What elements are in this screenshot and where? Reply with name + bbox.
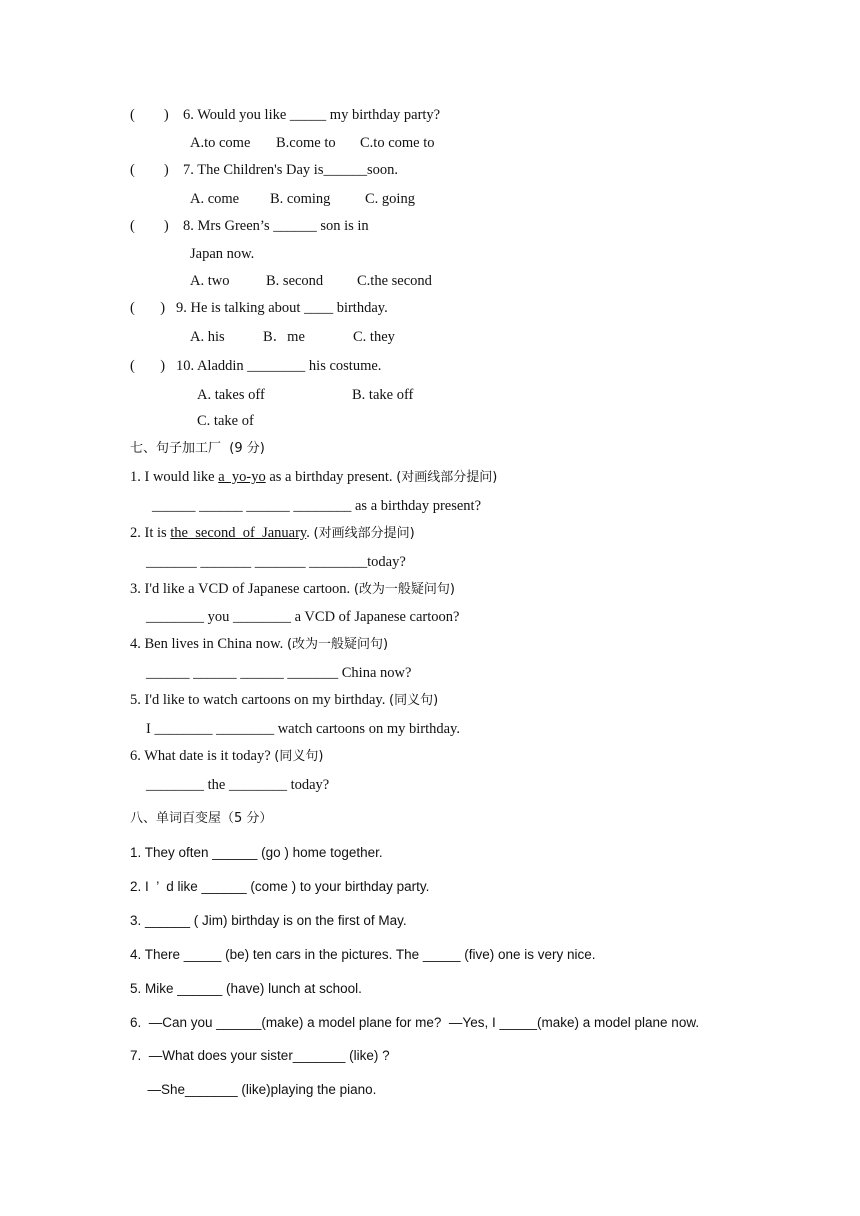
q9-option-a: A. his	[190, 329, 225, 345]
q10-option-c: C. take of	[197, 413, 254, 429]
q7-stem: 7. The Children's Day is______soon.	[183, 162, 399, 178]
q8-bracket: ( )	[130, 218, 169, 234]
word-item-5: 5. Mike ______ (have) lunch at school.	[130, 981, 362, 996]
q10-bracket: ( )	[130, 358, 166, 374]
q8-option-c: C.the second	[357, 273, 432, 289]
word-item-7: 7. —What does your sister_______ (like) ?	[130, 1048, 390, 1063]
s6-answer-line: ________ the ________ today?	[146, 777, 330, 793]
s5-prompt: 5. I'd like to watch cartoons on my birthday. (同义句)	[130, 692, 439, 708]
q6-option-c: C.to come to	[360, 135, 435, 151]
s1-answer-line: ______ ______ ______ ________ as a birthday present?	[152, 498, 482, 514]
s3-answer-line: ________ you ________ a VCD of Japanese cartoon?	[146, 609, 460, 625]
s4-answer-line: ______ ______ ______ _______ China now?	[146, 665, 412, 681]
s4-prompt: 4. Ben lives in China now. (改为一般疑问句)	[130, 636, 389, 652]
q10-stem: 10. Aladdin ________ his costume.	[176, 358, 382, 374]
q6-option-b: B.come to	[276, 135, 336, 151]
q6-option-a: A.to come	[190, 135, 251, 151]
q9-bracket: ( )	[130, 300, 166, 316]
q10-option-a: A. takes off	[197, 387, 265, 403]
word-item-6: 6. —Can you ______(make) a model plane for me? —Yes, I _____(make) a model plane now.	[130, 1015, 700, 1030]
q8-stem-continued: Japan now.	[190, 246, 255, 262]
s3-instruction: (改为一般疑问句)	[353, 582, 455, 597]
q9-option-b: B．me	[263, 329, 305, 345]
word-item-4: 4. There _____ (be) ten cars in the pictures. The _____ (five) one is very nice.	[130, 947, 596, 962]
q9-stem: 9. He is talking about ____ birthday.	[176, 300, 388, 316]
q8-option-b: B. second	[266, 273, 324, 289]
s1-prompt: 1. I would like a yo-yo as a birthday present. (对画线部分提问)	[130, 469, 498, 485]
q6-stem: 6. Would you like _____ my birthday party?	[183, 107, 441, 123]
section-7-title: 七、句子加工厂 (9 分)	[130, 441, 265, 456]
s5-answer-line: I ________ ________ watch cartoons on my birthday.	[146, 721, 460, 737]
s2-prompt: 2. It is the second of January. (对画线部分提问)	[130, 525, 415, 541]
s6-instruction: (同义句)	[274, 749, 324, 764]
q7-option-b: B. coming	[270, 191, 331, 207]
s5-instruction: (同义句)	[389, 693, 439, 708]
s3-prompt: 3. I'd like a VCD of Japanese cartoon. (改为一般疑问句)	[130, 581, 455, 597]
section-8-title: 八、单词百变屋（5 分）	[130, 811, 273, 826]
q8-stem: 8. Mrs Green’s ______ son is in	[183, 218, 369, 234]
q7-option-a: A. come	[190, 191, 240, 207]
s1-underlined: a yo-yo	[218, 469, 266, 485]
q7-option-c: C. going	[365, 191, 415, 207]
s2-answer-line: _______ _______ _______ ________today?	[146, 554, 406, 570]
s1-instruction: (对画线部分提问)	[396, 470, 498, 485]
q7-bracket: ( )	[130, 162, 169, 178]
q10-option-b: B. take off	[352, 387, 414, 403]
word-item-7-reply: —She_______ (like)playing the piano.	[140, 1082, 377, 1097]
s2-underlined: the second of January	[170, 525, 307, 541]
q6-bracket: ( )	[130, 107, 169, 123]
s6-prompt: 6. What date is it today? (同义句)	[130, 748, 324, 764]
q9-option-c: C. they	[353, 329, 395, 345]
word-item-2: 2. I ’ d like ______ (come ) to your birthday party.	[130, 879, 430, 894]
q8-option-a: A. two	[190, 273, 230, 289]
word-item-3: 3. ______ ( Jim) birthday is on the first of May.	[130, 913, 407, 928]
word-item-1: 1. They often ______ (go ) home together.	[130, 845, 383, 860]
s2-instruction: (对画线部分提问)	[313, 526, 415, 541]
s4-instruction: (改为一般疑问句)	[286, 637, 389, 652]
